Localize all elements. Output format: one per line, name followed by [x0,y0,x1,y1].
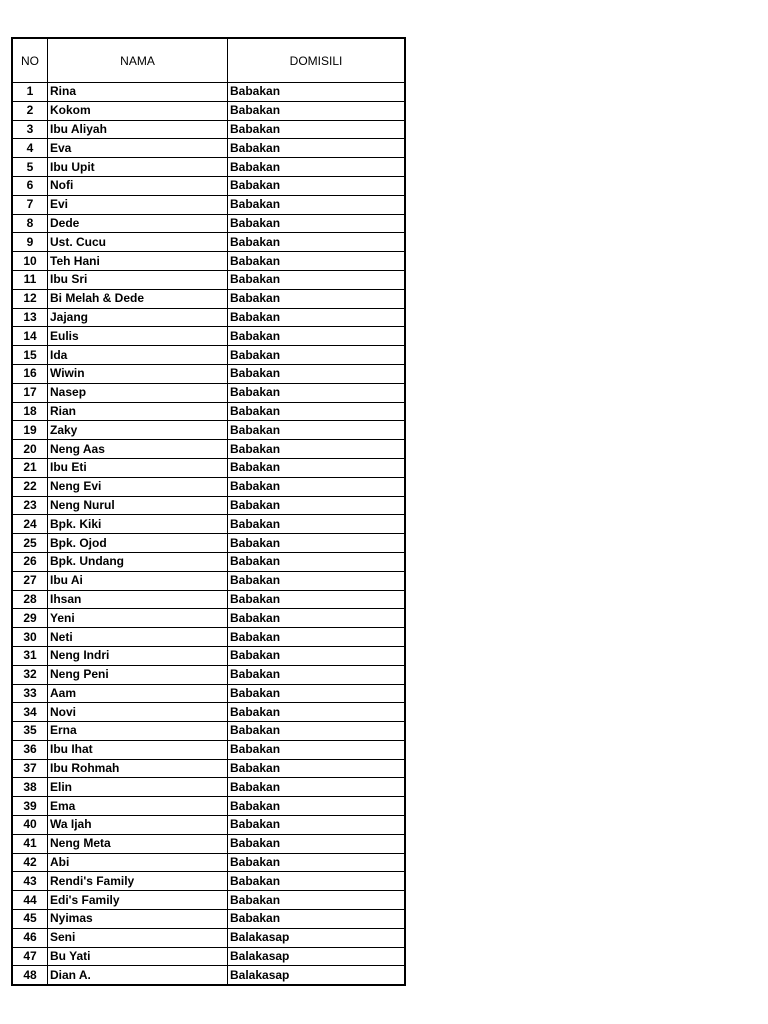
cell-nama: Eva [48,139,228,158]
cell-domisili: Balakasap [228,966,406,985]
cell-domisili: Babakan [228,383,406,402]
cell-no: 9 [12,233,48,252]
cell-domisili: Babakan [228,910,406,929]
cell-nama: Evi [48,195,228,214]
cell-no: 46 [12,928,48,947]
table-row [12,928,405,947]
cell-nama: Ibu Aliyah [48,120,228,139]
cell-domisili: Babakan [228,515,406,534]
cell-no: 10 [12,252,48,271]
cell-no: 22 [12,477,48,496]
cell-no: 12 [12,289,48,308]
cell-no: 34 [12,703,48,722]
cell-domisili: Babakan [228,853,406,872]
cell-domisili: Babakan [228,646,406,665]
cell-nama: Neng Nurul [48,496,228,515]
cell-nama: Rendi's Family [48,872,228,891]
cell-nama: Neng Indri [48,646,228,665]
cell-no: 7 [12,195,48,214]
cell-no: 16 [12,364,48,383]
table-row [12,270,405,289]
cell-nama: Ida [48,346,228,365]
table-row [12,83,405,102]
cell-domisili: Babakan [228,759,406,778]
cell-nama: Novi [48,703,228,722]
cell-nama: Seni [48,928,228,947]
cell-nama: Ema [48,797,228,816]
table-row [12,759,405,778]
cell-no: 19 [12,421,48,440]
cell-domisili: Babakan [228,891,406,910]
cell-nama: Neng Meta [48,834,228,853]
cell-nama: Dede [48,214,228,233]
cell-nama: Bpk. Ojod [48,534,228,553]
cell-domisili: Babakan [228,496,406,515]
cell-domisili: Babakan [228,797,406,816]
cell-nama: Wiwin [48,364,228,383]
table-row [12,158,405,177]
cell-domisili: Babakan [228,158,406,177]
cell-nama: Rian [48,402,228,421]
cell-no: 24 [12,515,48,534]
table-row [12,609,405,628]
cell-no: 40 [12,816,48,835]
cell-nama: Rina [48,83,228,102]
cell-no: 38 [12,778,48,797]
cell-nama: Nofi [48,176,228,195]
cell-no: 13 [12,308,48,327]
cell-nama: Aam [48,684,228,703]
cell-domisili: Babakan [228,609,406,628]
cell-nama: Abi [48,853,228,872]
table-row [12,101,405,120]
cell-domisili: Babakan [228,402,406,421]
table-row [12,834,405,853]
table-row [12,458,405,477]
cell-domisili: Babakan [228,778,406,797]
cell-no: 23 [12,496,48,515]
cell-no: 2 [12,101,48,120]
table-row [12,327,405,346]
table-row [12,214,405,233]
table-row [12,289,405,308]
cell-no: 42 [12,853,48,872]
cell-no: 35 [12,722,48,741]
header-no: NO [12,38,48,83]
cell-no: 41 [12,834,48,853]
cell-no: 17 [12,383,48,402]
table-row [12,703,405,722]
table-row [12,402,405,421]
cell-nama: Ibu Upit [48,158,228,177]
table-row [12,684,405,703]
cell-no: 4 [12,139,48,158]
table-row [12,571,405,590]
table-row [12,740,405,759]
cell-nama: Eulis [48,327,228,346]
table-row [12,139,405,158]
table-row [12,195,405,214]
cell-domisili: Babakan [228,83,406,102]
cell-no: 21 [12,458,48,477]
cell-domisili: Babakan [228,327,406,346]
cell-domisili: Babakan [228,590,406,609]
cell-nama: Ihsan [48,590,228,609]
cell-nama: Zaky [48,421,228,440]
cell-domisili: Babakan [228,534,406,553]
cell-nama: Neng Peni [48,665,228,684]
cell-no: 32 [12,665,48,684]
table-row [12,872,405,891]
cell-domisili: Babakan [228,289,406,308]
cell-nama: Yeni [48,609,228,628]
cell-domisili: Babakan [228,628,406,647]
cell-domisili: Babakan [228,195,406,214]
table-row [12,252,405,271]
header-row [12,38,405,83]
table-row [12,910,405,929]
cell-domisili: Babakan [228,252,406,271]
cell-domisili: Babakan [228,552,406,571]
cell-domisili: Babakan [228,834,406,853]
table-row [12,120,405,139]
table-row [12,590,405,609]
cell-domisili: Babakan [228,740,406,759]
cell-domisili: Babakan [228,872,406,891]
cell-domisili: Babakan [228,233,406,252]
table-row [12,853,405,872]
cell-nama: Bi Melah & Dede [48,289,228,308]
cell-domisili: Babakan [228,477,406,496]
cell-nama: Elin [48,778,228,797]
cell-no: 47 [12,947,48,966]
table-row [12,722,405,741]
table-row [12,797,405,816]
cell-no: 1 [12,83,48,102]
table-row [12,628,405,647]
cell-domisili: Babakan [228,703,406,722]
table-row [12,308,405,327]
cell-domisili: Babakan [228,270,406,289]
cell-nama: Ibu Eti [48,458,228,477]
cell-nama: Ibu Sri [48,270,228,289]
table-body [12,83,405,986]
table-row [12,440,405,459]
header-domisili: DOMISILI [228,38,406,83]
guest-list-table [11,37,406,986]
table-header [12,38,405,83]
cell-domisili: Babakan [228,120,406,139]
table-row [12,891,405,910]
cell-no: 28 [12,590,48,609]
cell-nama: Ibu Ai [48,571,228,590]
table-row [12,778,405,797]
cell-nama: Erna [48,722,228,741]
table-row [12,421,405,440]
cell-domisili: Babakan [228,458,406,477]
table-row [12,176,405,195]
cell-no: 31 [12,646,48,665]
table-row [12,346,405,365]
cell-domisili: Babakan [228,214,406,233]
cell-nama: Bpk. Kiki [48,515,228,534]
cell-no: 43 [12,872,48,891]
cell-nama: Dian A. [48,966,228,985]
cell-nama: Edi's Family [48,891,228,910]
cell-no: 14 [12,327,48,346]
cell-domisili: Babakan [228,364,406,383]
table-row [12,477,405,496]
cell-no: 25 [12,534,48,553]
cell-domisili: Babakan [228,684,406,703]
cell-domisili: Babakan [228,139,406,158]
cell-no: 29 [12,609,48,628]
cell-no: 8 [12,214,48,233]
cell-domisili: Babakan [228,346,406,365]
cell-no: 26 [12,552,48,571]
cell-nama: Nasep [48,383,228,402]
table-row [12,552,405,571]
table-row [12,947,405,966]
cell-domisili: Babakan [228,816,406,835]
cell-nama: Ibu Rohmah [48,759,228,778]
cell-no: 6 [12,176,48,195]
table-row [12,816,405,835]
table-row [12,665,405,684]
cell-no: 15 [12,346,48,365]
cell-nama: Bpk. Undang [48,552,228,571]
cell-nama: Wa Ijah [48,816,228,835]
table-row [12,233,405,252]
cell-no: 45 [12,910,48,929]
cell-nama: Neti [48,628,228,647]
cell-no: 48 [12,966,48,985]
cell-domisili: Babakan [228,571,406,590]
table-row [12,534,405,553]
cell-nama: Teh Hani [48,252,228,271]
cell-no: 5 [12,158,48,177]
cell-no: 27 [12,571,48,590]
cell-domisili: Babakan [228,722,406,741]
cell-no: 36 [12,740,48,759]
table-row [12,383,405,402]
cell-domisili: Balakasap [228,947,406,966]
cell-no: 11 [12,270,48,289]
cell-nama: Neng Evi [48,477,228,496]
cell-no: 30 [12,628,48,647]
cell-nama: Ust. Cucu [48,233,228,252]
table-row [12,364,405,383]
table-row [12,966,405,985]
cell-domisili: Babakan [228,665,406,684]
cell-nama: Nyimas [48,910,228,929]
header-nama: NAMA [48,38,228,83]
table-row [12,646,405,665]
cell-domisili: Balakasap [228,928,406,947]
cell-no: 44 [12,891,48,910]
cell-domisili: Babakan [228,176,406,195]
table-row [12,496,405,515]
table-row [12,515,405,534]
cell-domisili: Babakan [228,421,406,440]
cell-nama: Bu Yati [48,947,228,966]
cell-nama: Neng Aas [48,440,228,459]
cell-domisili: Babakan [228,101,406,120]
cell-domisili: Babakan [228,308,406,327]
cell-no: 33 [12,684,48,703]
cell-domisili: Babakan [228,440,406,459]
cell-no: 18 [12,402,48,421]
cell-nama: Ibu Ihat [48,740,228,759]
cell-no: 39 [12,797,48,816]
cell-no: 3 [12,120,48,139]
cell-no: 37 [12,759,48,778]
cell-nama: Kokom [48,101,228,120]
cell-no: 20 [12,440,48,459]
cell-nama: Jajang [48,308,228,327]
